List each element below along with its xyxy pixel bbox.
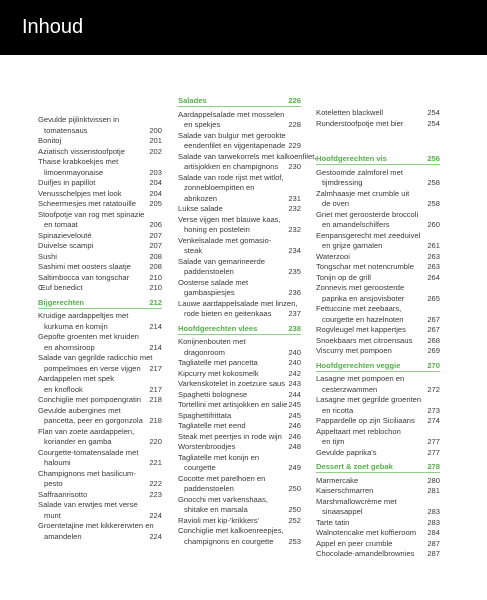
entry-title: Tortellini met artisjokken en salie bbox=[178, 400, 288, 409]
entry-title: Runderstoofpotje met bier bbox=[316, 118, 404, 128]
entry-title: Konijnenbouten met bbox=[178, 337, 246, 346]
page-number: 228 bbox=[288, 120, 301, 129]
page-number: 202 bbox=[149, 146, 162, 156]
page-number: 210 bbox=[149, 272, 162, 282]
entry-title: Chocolade-amandelbrownies bbox=[316, 549, 415, 558]
entry-title: en tijm bbox=[322, 437, 345, 446]
page-number: 252 bbox=[288, 515, 301, 525]
page-number: 248 bbox=[288, 442, 301, 451]
entry-title: Appel en peer crumble bbox=[316, 538, 393, 548]
entry-title: Lauwe aardappelsalade met linzen, bbox=[178, 298, 298, 308]
entry-title: Lukse salade bbox=[178, 204, 223, 213]
entry-title: Walnotencake met koffieroom bbox=[316, 528, 417, 537]
page-number: 214 bbox=[149, 321, 162, 331]
entry-title: gambaspiesjes bbox=[184, 288, 235, 297]
section-divider bbox=[316, 371, 440, 372]
page-number: 207 bbox=[149, 241, 162, 250]
page-number: 212 bbox=[149, 297, 162, 307]
entry-title: Spinazievelouté bbox=[38, 230, 92, 240]
entry-title: eendenfilet en vijgentapenade bbox=[184, 141, 286, 150]
entry-title: Zonnevis met geroosterde bbox=[316, 283, 405, 292]
entry-title: champignons en courgette bbox=[184, 536, 274, 546]
entry-title: steak bbox=[184, 246, 203, 255]
entry-title: Gnocchi met varkenshaas, bbox=[178, 494, 268, 504]
entry-title: zonnebloempitten en bbox=[184, 183, 255, 192]
entry-title: Aziatisch vissenstoofpotje bbox=[38, 146, 125, 156]
entry-title: pesto bbox=[44, 479, 63, 488]
page-number: 217 bbox=[149, 384, 162, 394]
entry-title: Groentetajine met kikkererwten en bbox=[38, 521, 154, 530]
entry-title: Zalmhaasje met crumble uit bbox=[316, 188, 410, 198]
section-divider bbox=[316, 164, 440, 165]
page-number: 273 bbox=[427, 405, 440, 415]
entry-title: Stoofpotje van rog met spinazie bbox=[38, 209, 145, 219]
entry-title: Tagliatelle met eend bbox=[178, 421, 246, 430]
section-title: Hoofdgerechten vis bbox=[316, 154, 387, 163]
page-number: 284 bbox=[427, 528, 440, 537]
entry-title: tijmdressing bbox=[322, 178, 363, 187]
entry-title: limoenmayonaise bbox=[44, 167, 104, 177]
page-number: 249 bbox=[288, 463, 301, 472]
page-number: 281 bbox=[427, 486, 440, 495]
page-number: 231 bbox=[288, 193, 301, 203]
page-number: 214 bbox=[149, 342, 162, 352]
page-number: 205 bbox=[149, 199, 162, 208]
entry-title: en amandelschilfers bbox=[322, 220, 390, 229]
entry-title: haloumi bbox=[44, 458, 71, 467]
entry-title: Oosterse salade met bbox=[178, 277, 249, 287]
entry-title: en ricotta bbox=[322, 405, 354, 415]
page-number: 208 bbox=[149, 262, 162, 271]
page-number: 242 bbox=[288, 368, 301, 378]
page-number: 244 bbox=[288, 389, 301, 399]
page-number: 204 bbox=[149, 178, 162, 187]
entry-title: Gevulde aubergines met bbox=[38, 405, 121, 415]
entry-title: Tarte tatin bbox=[316, 517, 350, 527]
entry-title: Pappardelle op zijn Siciliaans bbox=[316, 416, 415, 425]
entry-title: Gepofte groenten met kruiden bbox=[38, 332, 139, 341]
entry-title: tomatensaus bbox=[44, 125, 88, 135]
entry-title: paprika en ansjovisboter bbox=[322, 293, 405, 303]
page-number: 264 bbox=[427, 272, 440, 282]
page-number: 258 bbox=[427, 178, 440, 187]
page-number: 267 bbox=[427, 314, 440, 324]
entry-title: shitake en marsala bbox=[184, 505, 248, 514]
page-number: 258 bbox=[427, 199, 440, 208]
section-title: Bijgerechten bbox=[38, 297, 84, 307]
entry-title: paddenstoelen bbox=[184, 267, 234, 276]
page-number: 220 bbox=[149, 437, 162, 446]
entry-title: Courgette-tomatensalade met bbox=[38, 447, 139, 457]
entry-title: koriander en gamba bbox=[44, 437, 112, 446]
entry-title: Scheermesjes met ratatouille bbox=[38, 199, 136, 208]
page-number: 263 bbox=[427, 251, 440, 261]
page-number: 206 bbox=[149, 220, 162, 229]
page-number: 277 bbox=[427, 437, 440, 446]
page-number: 269 bbox=[427, 346, 440, 355]
page-number: 240 bbox=[288, 358, 301, 367]
page-number: 270 bbox=[427, 360, 440, 370]
page-number: 235 bbox=[288, 267, 301, 276]
page-number: 280 bbox=[427, 475, 440, 485]
entry-title: Steak met peertjes in rode wijn bbox=[178, 431, 282, 441]
entry-title: Ravioli met kip-'krikkers' bbox=[178, 515, 259, 525]
title-bar bbox=[0, 0, 487, 55]
entry-title: Champignons met basilicum- bbox=[38, 468, 136, 478]
entry-title: sinaasappel bbox=[322, 507, 363, 516]
page-number: 203 bbox=[149, 167, 162, 177]
page-number: 245 bbox=[288, 400, 301, 409]
entry-title: Lasagne met gegrilde groenten bbox=[316, 395, 422, 404]
entry-title: Sushi bbox=[38, 251, 57, 261]
page-number: 246 bbox=[288, 421, 301, 430]
entry-title: en tomaat bbox=[44, 220, 78, 229]
entry-title: Marshmallowcrème met bbox=[316, 496, 397, 506]
entry-title: Salade van gegrilde radicchio met bbox=[38, 353, 153, 362]
entry-title: Salade van erwtjes met verse bbox=[38, 500, 138, 509]
entry-title: Varkenskotelet in zoetzure saus bbox=[178, 379, 286, 388]
entry-title: Waterzooi bbox=[316, 251, 350, 261]
page-number: 208 bbox=[149, 251, 162, 261]
entry-title: Flan van zoete aardappelen, bbox=[38, 426, 135, 436]
page-number: 274 bbox=[427, 416, 440, 425]
entry-title: Œuf benedict bbox=[38, 283, 83, 292]
entry-title: Saffraanrisotto bbox=[38, 489, 88, 499]
section-title: Dessert & zoet gebak bbox=[316, 462, 393, 471]
entry-title: Griet met geroosterde broccoli bbox=[316, 209, 419, 219]
page-number: 261 bbox=[427, 241, 440, 250]
entry-title: Gevulde paprika's bbox=[316, 447, 377, 457]
page-number: 268 bbox=[427, 335, 440, 345]
entry-title: Eenpansgerecht met zeeduivel bbox=[316, 230, 421, 240]
page-number: 224 bbox=[149, 531, 162, 541]
page-number: 246 bbox=[288, 431, 301, 441]
page-number: 253 bbox=[288, 536, 301, 546]
entry-title: Aardappelen met spek bbox=[38, 374, 114, 383]
entry-title: Kaiserschmarren bbox=[316, 486, 374, 495]
section-divider bbox=[178, 334, 301, 335]
section-divider bbox=[178, 106, 301, 107]
entry-title: Tagliatelle met pancetta bbox=[178, 358, 258, 367]
entry-title: honing en postelein bbox=[184, 225, 250, 234]
page-number: 223 bbox=[149, 489, 162, 499]
entry-title: Tonijn op de grill bbox=[316, 272, 371, 282]
entry-title: Spaghettifrittata bbox=[178, 410, 232, 420]
page-number: 287 bbox=[427, 538, 440, 548]
page-number: 217 bbox=[149, 363, 162, 373]
entry-title: Conchiglie met pompoengratin bbox=[38, 395, 141, 404]
entry-title: Appeltaart met reblochon bbox=[316, 426, 401, 436]
entry-title: Gevulde pijlinktvissen in bbox=[38, 115, 120, 124]
entry-title: rode bieten en geitenkaas bbox=[184, 309, 272, 318]
entry-title: Venkelsalade met gomasio- bbox=[178, 235, 272, 245]
entry-title: abrikozen bbox=[184, 193, 217, 203]
entry-title: Gestoomde zalmforel met bbox=[316, 167, 403, 177]
entry-title: Conchiglie met kalkoenreepjes, bbox=[178, 526, 284, 535]
entry-title: Thaise krabkoekjes met bbox=[38, 157, 119, 166]
page-number: 210 bbox=[149, 283, 162, 292]
page-number: 263 bbox=[427, 262, 440, 271]
page-number: 207 bbox=[149, 230, 162, 240]
page-number: 240 bbox=[288, 347, 301, 357]
page-number: 283 bbox=[427, 507, 440, 516]
page-number: 272 bbox=[427, 384, 440, 394]
page-title: Inhoud bbox=[22, 16, 84, 38]
entry-title: Venusschelpjes met look bbox=[38, 188, 122, 198]
page-number: 222 bbox=[149, 479, 162, 488]
entry-title: Koteletten blackwell bbox=[316, 108, 384, 117]
entry-title: Verse vijgen met blauwe kaas, bbox=[178, 214, 281, 224]
entry-title: artisjokken en champignons bbox=[184, 162, 279, 171]
page-number: 250 bbox=[288, 505, 301, 514]
page-number: 277 bbox=[427, 447, 440, 457]
entry-title: en ahornsiroop bbox=[44, 342, 95, 352]
page-number: 245 bbox=[288, 410, 301, 420]
entry-title: Bonitoj bbox=[38, 136, 62, 145]
entry-title: en knoflook bbox=[44, 384, 83, 394]
page-number: 256 bbox=[427, 154, 440, 163]
page-number: 232 bbox=[288, 225, 301, 234]
page-number: 265 bbox=[427, 293, 440, 303]
page-number: 254 bbox=[427, 118, 440, 128]
page-number: 243 bbox=[288, 379, 301, 388]
entry-title: Duivelse scampi bbox=[38, 241, 94, 250]
page-number: 287 bbox=[427, 549, 440, 558]
entry-title: paddenstoelen bbox=[184, 484, 234, 493]
page-number: 250 bbox=[288, 484, 301, 493]
entry-title: Fettuccine met zeebaars, bbox=[316, 304, 402, 313]
section-divider bbox=[38, 308, 162, 309]
page-number: 226 bbox=[288, 96, 301, 105]
entry-title: Salade van gemarineerde bbox=[178, 256, 265, 266]
entry-title: Duifjes in papillot bbox=[38, 178, 96, 187]
page-number: 237 bbox=[288, 309, 301, 318]
entry-title: munt bbox=[44, 510, 61, 520]
entry-title: Aardappelsalade met mosselen bbox=[178, 109, 285, 119]
entry-title: Saltimbocca van tongschar bbox=[38, 272, 130, 282]
page-number: 234 bbox=[288, 246, 301, 255]
entry-title: Lasagne met pompoen en bbox=[316, 374, 405, 383]
section-divider bbox=[316, 472, 440, 473]
page-number: 218 bbox=[149, 416, 162, 425]
page-number: 254 bbox=[427, 108, 440, 117]
page-number: 229 bbox=[288, 141, 301, 150]
entry-title: cesterzwammen bbox=[322, 384, 378, 394]
entry-title: en spekjes bbox=[184, 120, 221, 129]
entry-title: Cocotte met parelhoen en bbox=[178, 473, 266, 483]
entry-title: Salade van rode rijst met witlof, bbox=[178, 172, 284, 182]
entry-title: Salade van bulgur met gerookte bbox=[178, 130, 286, 140]
entry-title: Sashimi met oosters slaatje bbox=[38, 262, 131, 271]
entry-title: Viscurry met pompoen bbox=[316, 346, 392, 355]
entry-title: pompelmoes en verse vijgen bbox=[44, 363, 141, 373]
section-title: Salades bbox=[178, 96, 207, 105]
page-number: 224 bbox=[149, 510, 162, 520]
entry-title: dragonroom bbox=[184, 347, 225, 357]
entry-title: pancetta, peer en gorgonzola bbox=[44, 416, 143, 425]
page-number: 201 bbox=[149, 136, 162, 145]
entry-title: Marmercake bbox=[316, 475, 359, 485]
entry-title: Snoekbaars met citroensaus bbox=[316, 335, 413, 345]
entry-title: Spaghetti bolognese bbox=[178, 389, 248, 399]
section-title: Hoofdgerechten vlees bbox=[178, 323, 258, 333]
section-title: Hoofdgerechten veggie bbox=[316, 360, 401, 370]
page-number: 260 bbox=[427, 220, 440, 229]
entry-title: Kipcurry met kokosmelk bbox=[178, 368, 259, 378]
page-number: 283 bbox=[427, 517, 440, 527]
page-number: 278 bbox=[427, 462, 440, 471]
entry-title: kurkuma en komijn bbox=[44, 321, 108, 331]
entry-title: Kruidige aardappeltjes met bbox=[38, 311, 129, 320]
page-number: 221 bbox=[149, 458, 162, 467]
page-number: 236 bbox=[288, 288, 301, 297]
entry-title: Tongschar met notencrumble bbox=[316, 262, 414, 271]
entry-title: Rogvleugel met kappertjes bbox=[316, 325, 406, 334]
page-number: 267 bbox=[427, 325, 440, 334]
entry-title: Salade van tarwekorrels met kalkoenfilet, bbox=[178, 151, 317, 161]
entry-title: en grijze garnalen bbox=[322, 241, 383, 250]
page-number: 232 bbox=[288, 204, 301, 213]
page-number: 218 bbox=[149, 395, 162, 404]
entry-title: amandelen bbox=[44, 531, 82, 541]
entry-title: Tagliatelle met konijn en bbox=[178, 452, 260, 462]
page-number: 200 bbox=[149, 125, 162, 135]
page-number: 204 bbox=[149, 188, 162, 198]
page-number: 238 bbox=[288, 323, 301, 333]
entry-title: Worstenbroodjes bbox=[178, 442, 236, 451]
page-number: 230 bbox=[288, 162, 301, 171]
entry-title: de oven bbox=[322, 199, 350, 208]
entry-title: courgette en hazelnoten bbox=[322, 314, 404, 324]
entry-title: courgette bbox=[184, 463, 216, 472]
